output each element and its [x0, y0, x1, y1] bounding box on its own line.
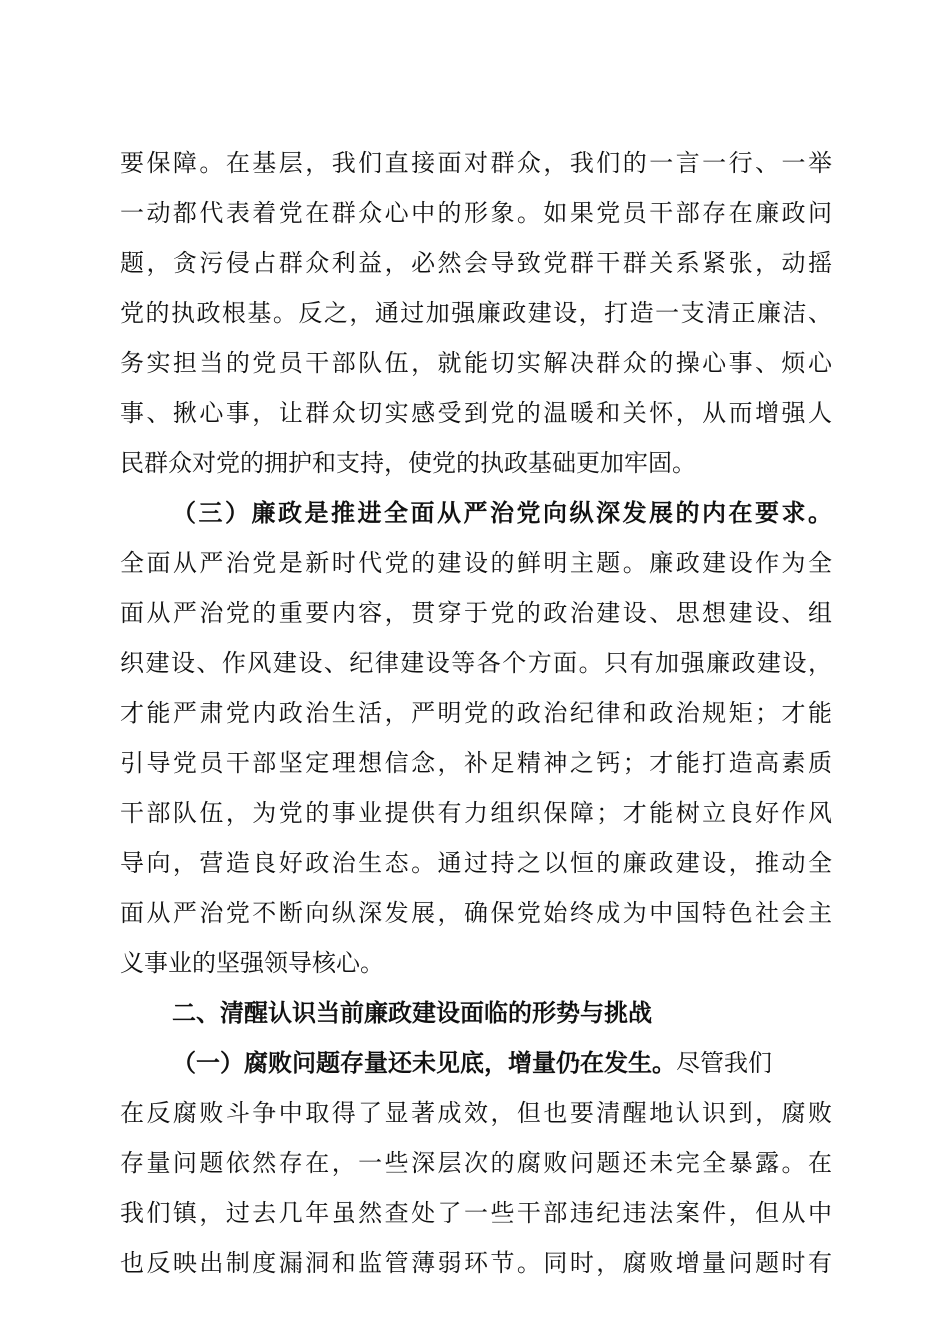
body-text-line: 我们镇，过去几年虽然查处了一些干部违纪违法案件，但从中 [120, 1199, 832, 1227]
subsection-line [172, 1043, 832, 1083]
body-text-line: 义事业的坚强领导核心。 [120, 949, 384, 977]
body-text-line: 题，贪污侵占群众利益，必然会导致党群干群关系紧张，动摇 [120, 249, 832, 277]
body-text-span: 尽管我们 [676, 1049, 772, 1077]
body-text-line: 面从严治党不断向纵深发展，确保党始终成为中国特色社会主 [120, 899, 832, 927]
body-text-line: 党的执政根基。反之，通过加强廉政建设，打造一支清正廉洁、 [120, 299, 832, 327]
body-text-line: 民群众对党的拥护和支持，使党的执政基础更加牢固。 [120, 449, 696, 477]
section-subheading: （三）廉政是推进全面从严治党向纵深发展的内在要求。 [172, 498, 832, 527]
body-text-line: 导向，营造良好政治生态。通过持之以恒的廉政建设，推动全 [120, 849, 832, 877]
body-text-line: 要保障。在基层，我们直接面对群众，我们的一言一行、一举 [120, 149, 832, 177]
body-text-line: 事、揪心事，让群众切实感受到党的温暖和关怀，从而增强人 [120, 399, 832, 427]
body-text-line: 织建设、作风建设、纪律建设等各个方面。只有加强廉政建设， [120, 649, 832, 677]
body-text-line: 全面从严治党是新时代党的建设的鲜明主题。廉政建设作为全 [120, 549, 832, 577]
body-text-line: 一动都代表着党在群众心中的形象。如果党员干部存在廉政问 [120, 199, 832, 227]
body-text-line: 在反腐败斗争中取得了显著成效，但也要清醒地认识到，腐败 [120, 1099, 832, 1127]
body-text-line: 务实担当的党员干部队伍，就能切实解决群众的操心事、烦心 [120, 349, 832, 377]
section-heading: 二、清醒认识当前廉政建设面临的形势与挑战 [172, 999, 652, 1027]
body-text-line: 引导党员干部坚定理想信念，补足精神之钙；才能打造高素质 [120, 749, 832, 777]
body-text-line: 存量问题依然存在，一些深层次的腐败问题还未完全暴露。在 [120, 1149, 832, 1177]
body-text-line: 也反映出制度漏洞和监管薄弱环节。同时，腐败增量问题时有 [120, 1249, 832, 1277]
body-text-line: 才能严肃党内政治生活，严明党的政治纪律和政治规矩；才能 [120, 699, 832, 727]
subsection-heading: （一）腐败问题存量还未见底，增量仍在发生。 [172, 1048, 676, 1077]
body-text-line: 面从严治党的重要内容，贯穿于党的政治建设、思想建设、组 [120, 599, 832, 627]
body-text-line: 干部队伍，为党的事业提供有力组织保障；才能树立良好作风 [120, 799, 832, 827]
